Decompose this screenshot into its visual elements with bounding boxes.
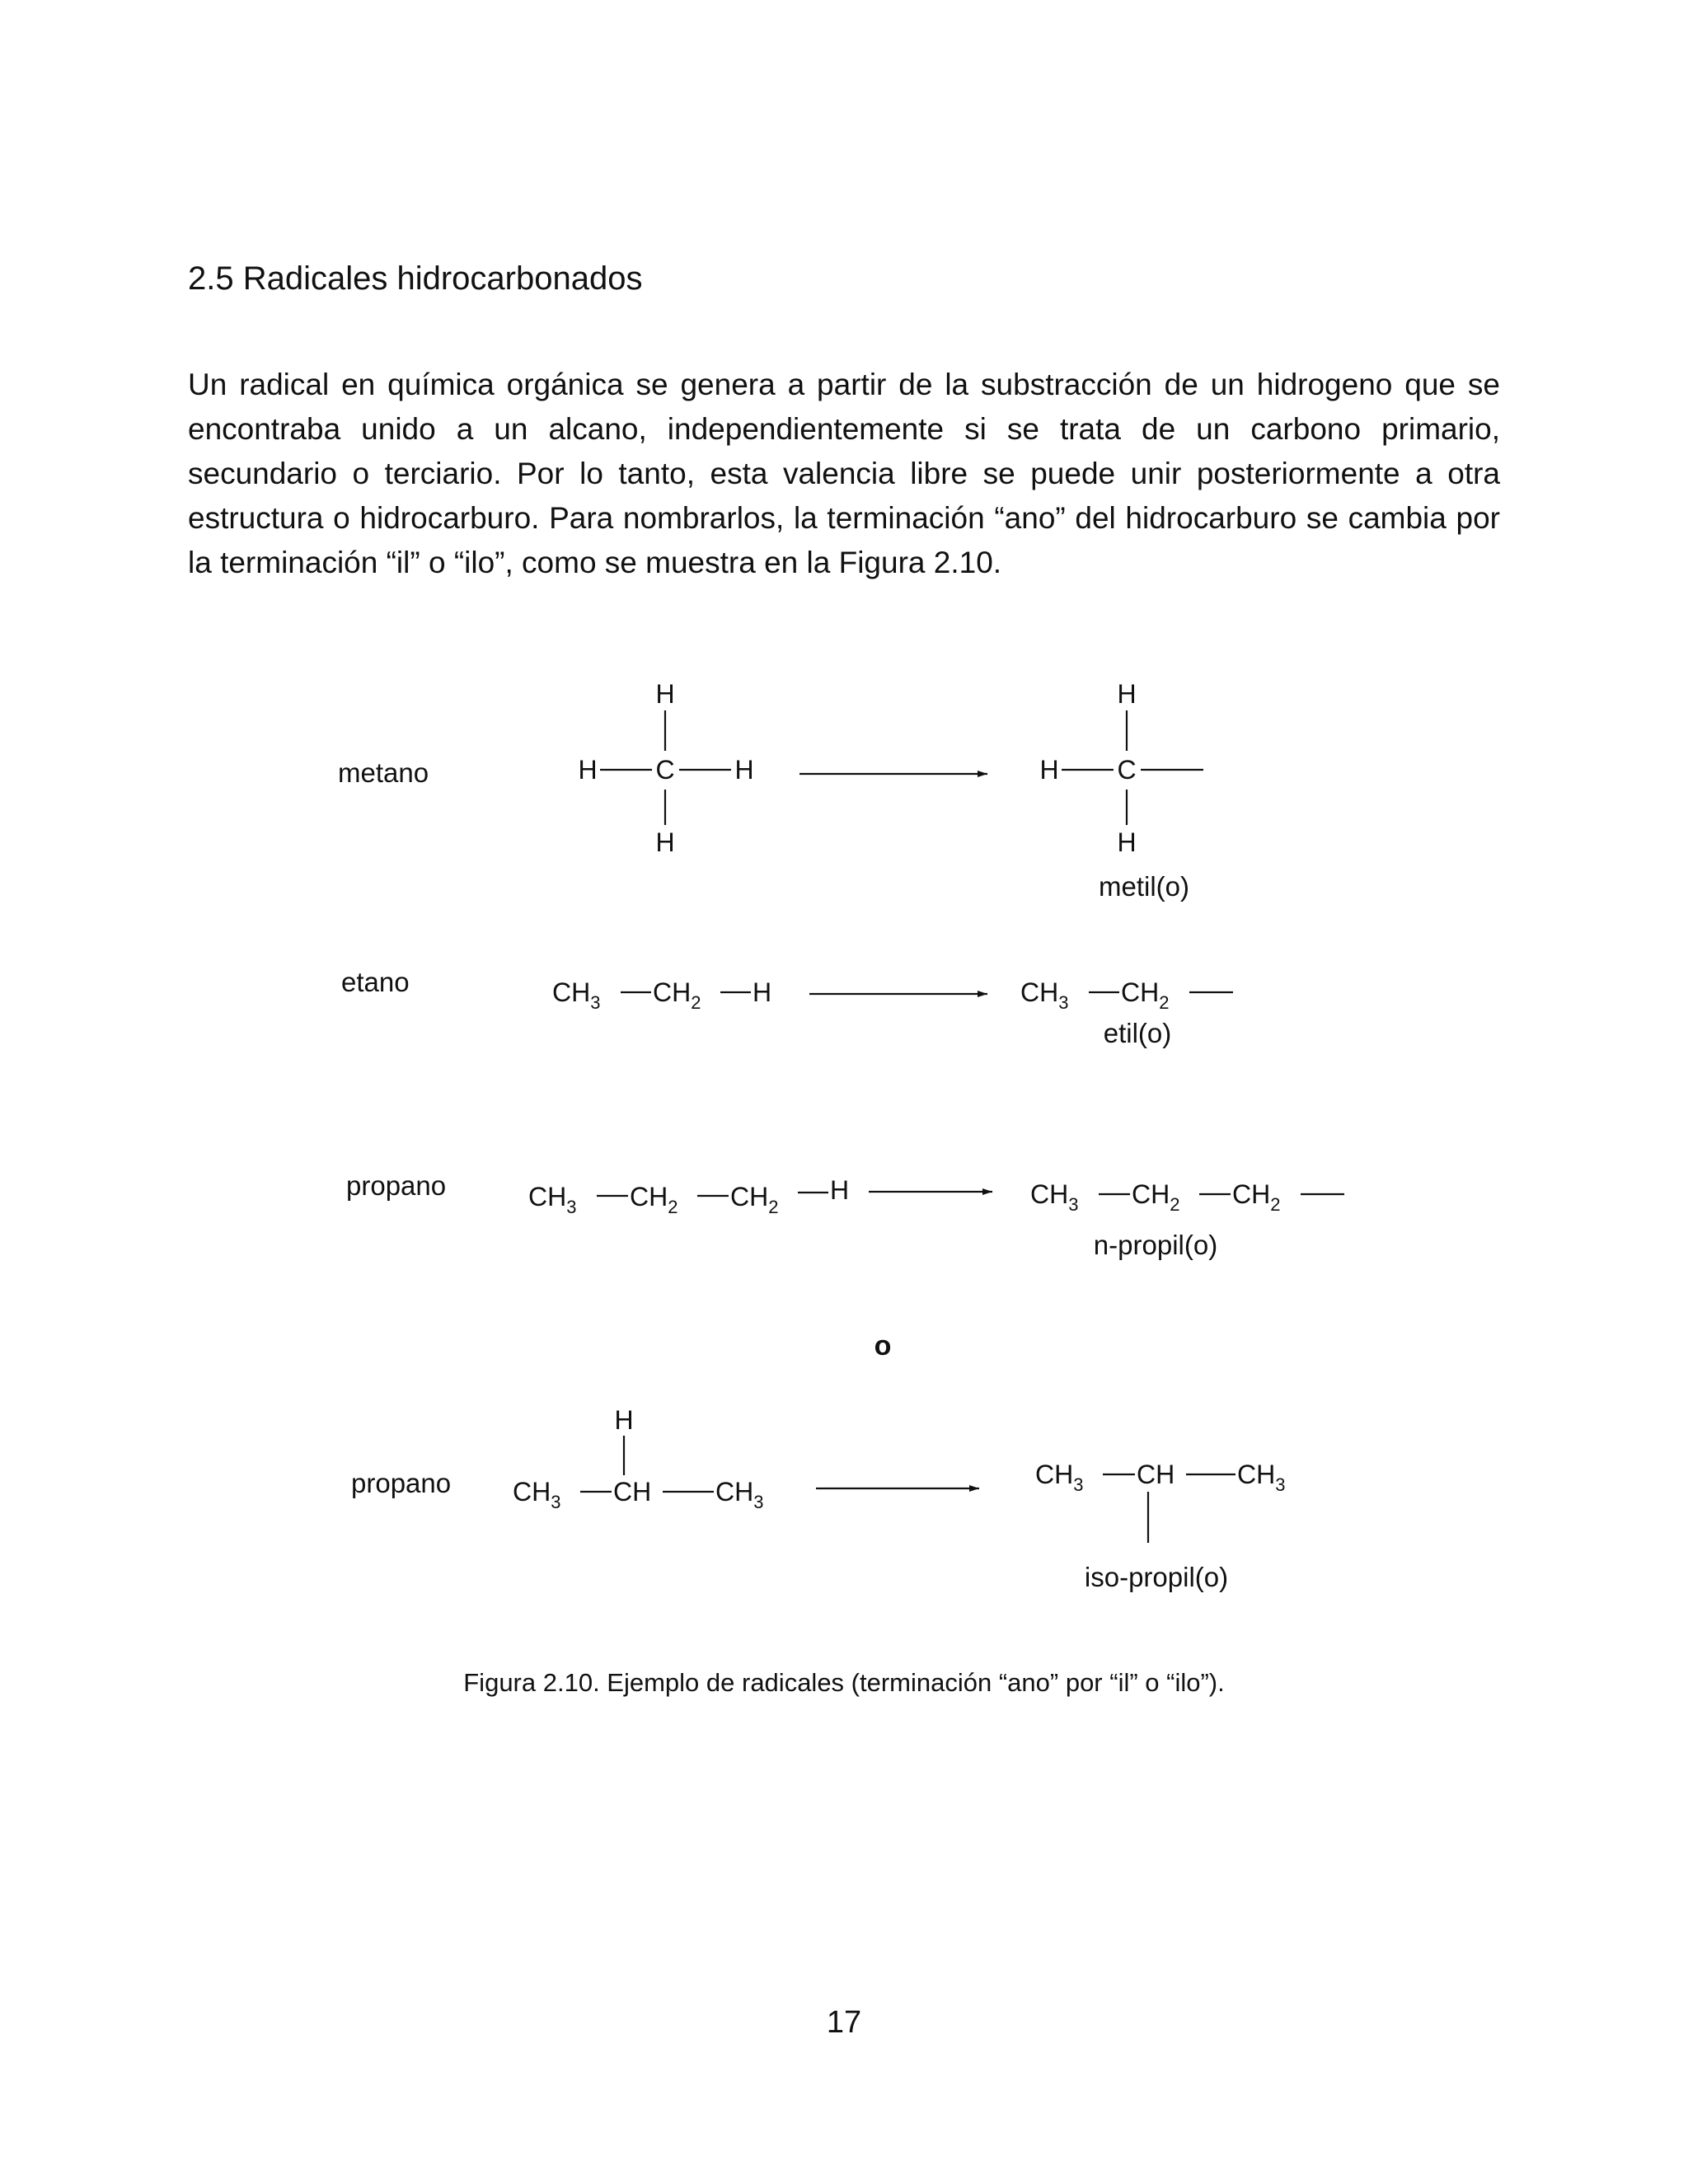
group: CH xyxy=(552,977,591,1007)
formula-propil-1 xyxy=(1030,1179,1078,1215)
atom-c: C xyxy=(655,755,675,785)
subscript: 2 xyxy=(1170,1194,1180,1215)
subscript: 2 xyxy=(1270,1194,1281,1215)
group: CH xyxy=(653,977,692,1007)
formula-etano xyxy=(552,977,600,1013)
atom-h-top: H xyxy=(614,1405,634,1435)
atom-h-right: H xyxy=(734,755,754,785)
page-number: 17 xyxy=(826,2005,862,2040)
product-name: metil(o) xyxy=(1098,871,1190,902)
group: CH xyxy=(1035,1460,1074,1489)
row-label-propano: propano xyxy=(351,1468,452,1498)
formula-propano-2 xyxy=(630,1182,678,1217)
product-name: iso-propil(o) xyxy=(1084,1562,1229,1592)
subscript: 2 xyxy=(668,1197,678,1217)
subscript: 2 xyxy=(1159,992,1170,1013)
group: CH xyxy=(730,1182,769,1212)
formula-propil-3 xyxy=(1232,1179,1280,1215)
formula-propano-3 xyxy=(730,1182,778,1217)
atom-h-top: H xyxy=(1117,679,1137,709)
formula-left xyxy=(513,1477,560,1512)
subscript: 3 xyxy=(1058,992,1069,1013)
product-name: n-propil(o) xyxy=(1093,1230,1218,1260)
formula-right xyxy=(715,1477,763,1512)
subscript: 3 xyxy=(1068,1194,1079,1215)
subscript: 2 xyxy=(691,992,701,1013)
atom-h-top: H xyxy=(655,679,675,709)
group: CH xyxy=(630,1182,668,1212)
separator-o: o xyxy=(874,1330,892,1361)
metil-structure xyxy=(1039,679,1203,857)
group: CH xyxy=(715,1477,754,1507)
body-paragraph: Un radical en química orgánica se genera a partir de la substracción de un hidrogeno que se encontraba unido a un alcano, independientemente si se trata de un carbono primario, secundario o terciario. Por lo tanto, esta valencia libre se puede unir posteriormente a otra estructura o hidrocarburo. Para nombrarlos, la terminación “ano” del hidrocarburo se cambia por la terminación “il” o “ilo”, como se muestra en la Figura 2.10. xyxy=(188,368,1500,579)
group: CH xyxy=(1020,977,1059,1007)
group: CH xyxy=(528,1182,567,1212)
atom-h-left: H xyxy=(1039,755,1059,785)
subscript: 3 xyxy=(551,1492,561,1512)
formula-etil-2 xyxy=(1121,977,1169,1013)
metano-structure xyxy=(578,679,753,857)
subscript: 3 xyxy=(1073,1474,1084,1495)
row-etano xyxy=(341,967,1233,1048)
group: CH xyxy=(513,1477,551,1507)
formula-etil xyxy=(1020,977,1068,1013)
formula-propano-1 xyxy=(528,1182,576,1217)
row-label-metano: metano xyxy=(338,757,429,788)
row-label-etano: etano xyxy=(341,967,410,997)
group: CH xyxy=(1232,1179,1271,1209)
formula-etano-2 xyxy=(653,977,701,1013)
formula-propil-2 xyxy=(1132,1179,1179,1215)
row-propano-branched xyxy=(351,1405,1285,1592)
group: CH xyxy=(1132,1179,1170,1209)
subscript: 3 xyxy=(1275,1474,1286,1495)
formula-right xyxy=(1237,1460,1285,1495)
atom-h: H xyxy=(830,1175,850,1205)
row-propano-linear xyxy=(346,1170,1344,1260)
group: CH xyxy=(1121,977,1160,1007)
formula-center: CH xyxy=(1137,1460,1175,1489)
atom-h: H xyxy=(753,977,772,1007)
formula-center: CH xyxy=(613,1477,652,1507)
atom-c: C xyxy=(1117,755,1137,785)
row-label-propano: propano xyxy=(346,1170,447,1201)
atom-h-bottom: H xyxy=(655,827,675,857)
subscript: 3 xyxy=(566,1197,577,1217)
subscript: 2 xyxy=(768,1197,779,1217)
atom-h-bottom: H xyxy=(1117,827,1137,857)
figure-caption: Figura 2.10. Ejemplo de radicales (terminación “ano” por “il” o “ilo”). xyxy=(463,1668,1225,1697)
subscript: 3 xyxy=(590,992,601,1013)
section-heading: 2.5 Radicales hidrocarbonados xyxy=(188,260,643,297)
subscript: 3 xyxy=(753,1492,764,1512)
atom-h-left: H xyxy=(578,755,598,785)
row-metano xyxy=(338,679,1203,902)
formula-left xyxy=(1035,1460,1083,1495)
product-name: etil(o) xyxy=(1103,1018,1172,1048)
group: CH xyxy=(1030,1179,1069,1209)
group: CH xyxy=(1237,1460,1276,1489)
